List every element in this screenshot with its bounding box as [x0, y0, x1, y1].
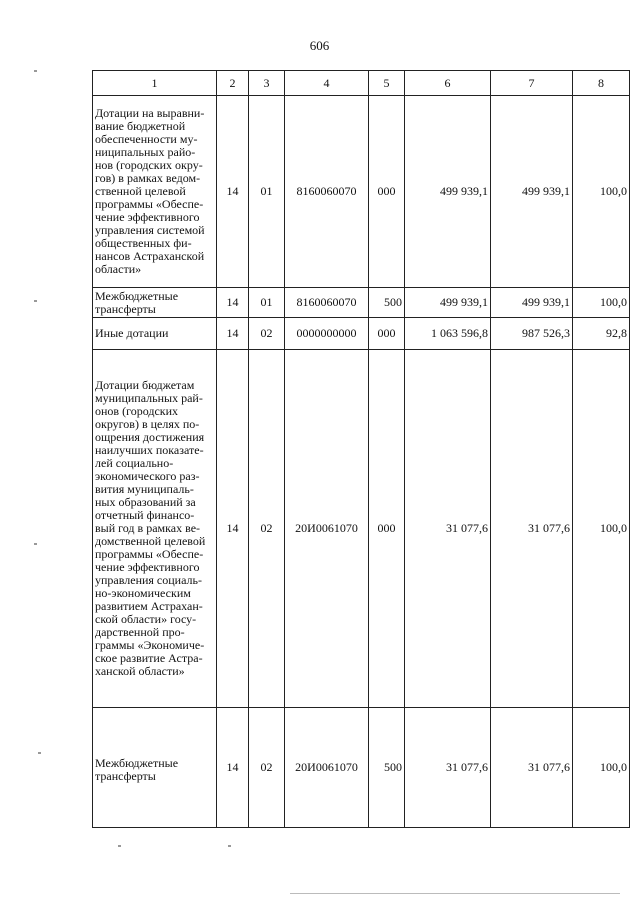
table-row [93, 288, 630, 318]
row-target-code: 20И0061070 [285, 350, 369, 708]
header-col-7: 7 [491, 71, 573, 96]
row-executed: 987 526,3 [491, 318, 573, 350]
header-col-2: 2 [217, 71, 249, 96]
header-col-4: 4 [285, 71, 369, 96]
table-row [93, 350, 630, 708]
row-target-code: 20И0061070 [285, 708, 369, 828]
row-section: 14 [217, 350, 249, 708]
budget-table [92, 70, 630, 828]
header-col-6: 6 [405, 71, 491, 96]
scan-speck [34, 543, 37, 545]
scan-speck [34, 300, 37, 302]
header-col-3: 3 [249, 71, 285, 96]
scan-speck [228, 845, 231, 847]
row-subsection: 01 [249, 288, 285, 318]
row-expense-type: 500 [369, 708, 405, 828]
row-target-code: 8160060070 [285, 96, 369, 288]
row-executed: 499 939,1 [491, 288, 573, 318]
scan-speck [38, 752, 41, 754]
header-col-1: 1 [93, 71, 217, 96]
row-name: Иные дотации [93, 318, 217, 350]
row-name: Межбюджетные трансферты [93, 708, 217, 828]
row-subsection: 02 [249, 350, 285, 708]
header-col-5: 5 [369, 71, 405, 96]
row-name: Дотации на выравни- вание бюджетной обеспеченности му- ниципальных райо- нов (городских окру- гов) в рамках ведом- ственной целевой программы «Обеспе- чение эффективного управления системой общественных фи- нансов Астраханской области» [93, 96, 217, 288]
row-percent: 100,0 [573, 708, 630, 828]
row-target-code: 0000000000 [285, 318, 369, 350]
row-planned: 499 939,1 [405, 96, 491, 288]
scan-bottom-rule [290, 893, 620, 894]
table-row [93, 96, 630, 288]
row-expense-type: 000 [369, 350, 405, 708]
row-name: Дотации бюджетам муниципальных рай- онов (городских округов) в целях по- ощрения достижения наилучших показате- лей социально- экономического раз- вития муниципаль- ных образований за отчетный финансо- вый год в рамках ве- домственной целевой программы «Обеспе- чение эффективного управления социаль- но-экономическим развитием Астрахан- ской области» госу- дарственной про- граммы «Экономиче- ское развитие Астра- ханской области» [93, 350, 217, 708]
row-percent: 92,8 [573, 318, 630, 350]
page-number: 606 [309, 38, 330, 53]
row-executed: 31 077,6 [491, 708, 573, 828]
row-section: 14 [217, 708, 249, 828]
row-planned: 31 077,6 [405, 708, 491, 828]
row-section: 14 [217, 318, 249, 350]
row-percent: 100,0 [573, 96, 630, 288]
row-section: 14 [217, 288, 249, 318]
row-percent: 100,0 [573, 288, 630, 318]
row-target-code: 8160060070 [285, 288, 369, 318]
row-planned: 499 939,1 [405, 288, 491, 318]
row-subsection: 02 [249, 318, 285, 350]
row-expense-type: 000 [369, 318, 405, 350]
table-row [93, 708, 630, 828]
row-expense-type: 500 [369, 288, 405, 318]
header-col-8: 8 [573, 71, 630, 96]
row-subsection: 01 [249, 96, 285, 288]
header-row [93, 71, 630, 96]
row-section: 14 [217, 96, 249, 288]
row-planned: 31 077,6 [405, 350, 491, 708]
row-subsection: 02 [249, 708, 285, 828]
table-row [93, 318, 630, 350]
row-executed: 31 077,6 [491, 350, 573, 708]
row-percent: 100,0 [573, 350, 630, 708]
scan-speck [118, 845, 121, 847]
scan-speck [34, 70, 37, 72]
row-planned: 1 063 596,8 [405, 318, 491, 350]
row-expense-type: 000 [369, 96, 405, 288]
row-name: Межбюджетные трансферты [93, 288, 217, 318]
row-executed: 499 939,1 [491, 96, 573, 288]
